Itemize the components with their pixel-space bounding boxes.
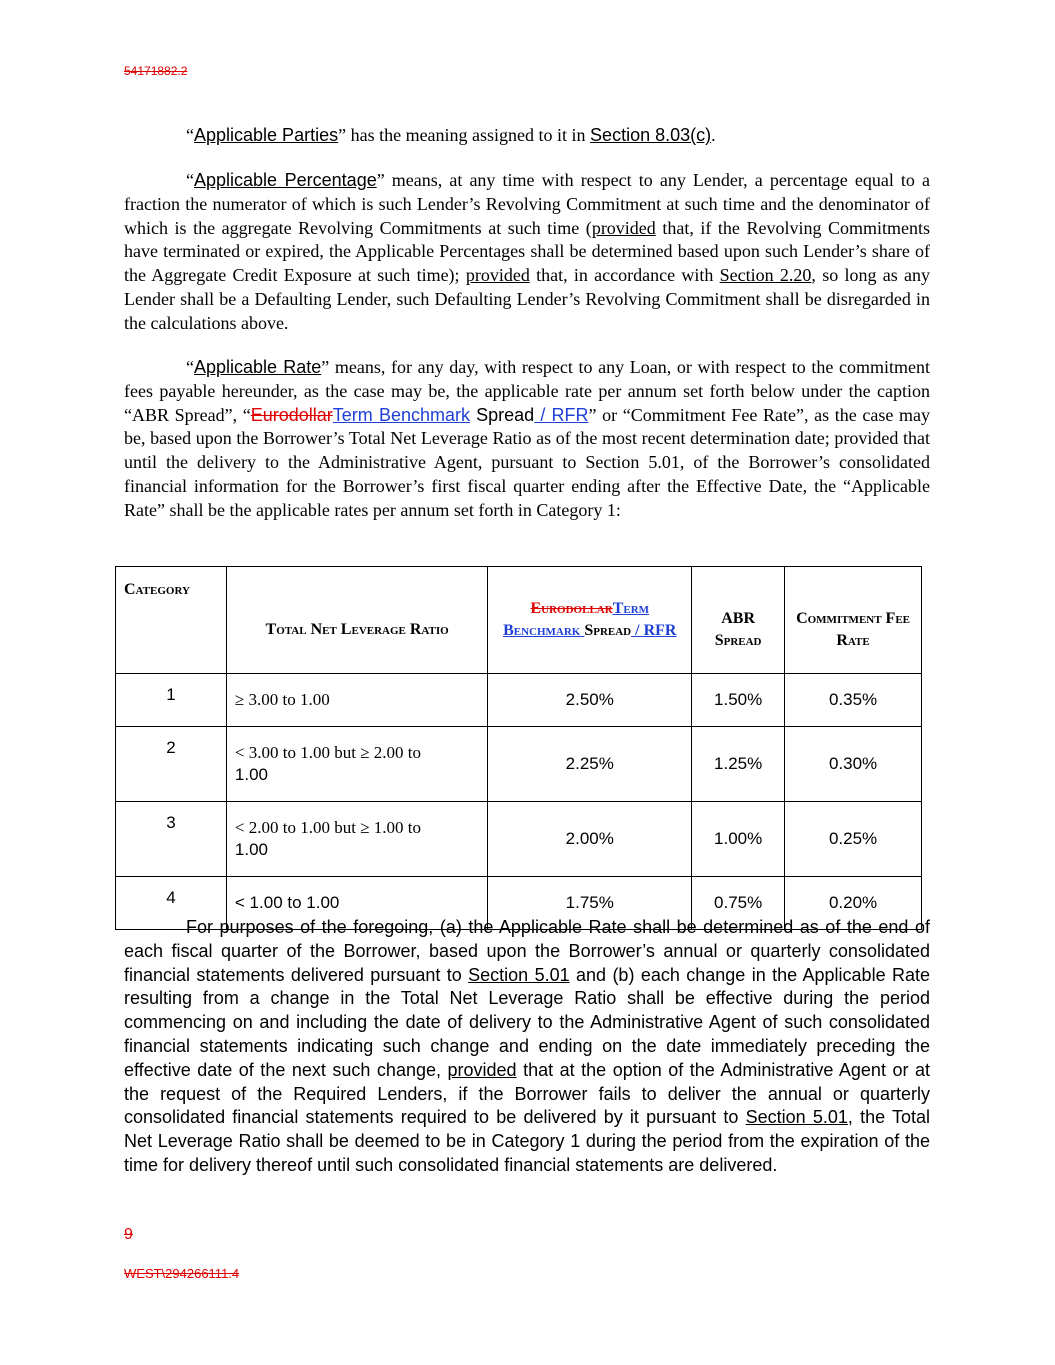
paragraph-foregoing xyxy=(124,916,930,1178)
definition-text: ” means, at any time with respect to any Lender, a percentage equal to a fraction the numerator of which is such Lender’s Revolving Commitment at such time and the denominator of which is the aggregate Revolving Commitments at such time ( xyxy=(124,170,930,238)
cell-category: 4 xyxy=(116,877,227,930)
provided-term: provided xyxy=(447,1059,517,1080)
ratio-text-cont: 1.00 xyxy=(234,765,268,784)
ratio-text: < 1.00 to 1.00 xyxy=(234,893,340,912)
cell-ratio xyxy=(226,727,487,802)
cell-spread: 1.75% xyxy=(488,877,692,930)
definition-applicable-rate xyxy=(124,356,930,523)
ratio-text: < 2.00 to 1.00 but ≥ 1.00 to xyxy=(234,818,421,837)
cell-category: 1 xyxy=(116,674,227,727)
inserted-text: Term Benchmark xyxy=(332,404,470,425)
paragraph-text: and (b) each change in the Applicable Rate resulting from a change in the Total Net Leverage Ratio shall be effective during the period commencing on and including the date of delivery to the Administrative Agent of such consolidated financial statements indicating such change and ending on the date immediately preceding the effective date of the next such change, xyxy=(124,964,930,1080)
inserted-text: / RFR xyxy=(534,404,589,425)
section-reference: Section 5.01 xyxy=(745,1107,848,1128)
table-row xyxy=(116,802,922,877)
cell-abr: 1.25% xyxy=(692,727,785,802)
definition-text: ” has the meaning assigned to it in xyxy=(338,125,591,145)
open-quote: “ xyxy=(186,170,194,190)
ratio-text: ≥ 3.00 to 1.00 xyxy=(234,690,330,709)
header-inserted-text: / RFR xyxy=(631,622,677,639)
header-commitment-fee: Commitment Fee Rate xyxy=(785,567,922,674)
cell-fee: 0.35% xyxy=(785,674,922,727)
cell-spread: 2.25% xyxy=(488,727,692,802)
cell-fee: 0.20% xyxy=(785,877,922,930)
provided-term: provided xyxy=(591,217,656,238)
cell-fee: 0.30% xyxy=(785,727,922,802)
definition-text: that, in accordance with xyxy=(529,265,720,286)
cell-spread: 2.50% xyxy=(488,674,692,727)
section-reference: Section 2.20 xyxy=(719,265,812,286)
defined-term: Applicable Percentage xyxy=(194,170,377,190)
header-ratio: Total Net Leverage Ratio xyxy=(226,567,487,674)
header-doc-id: 54171882.2 xyxy=(124,64,188,78)
open-quote: “ xyxy=(186,125,194,145)
cell-ratio xyxy=(226,674,487,727)
cell-abr: 1.50% xyxy=(692,674,785,727)
applicable-rate-table xyxy=(115,566,922,930)
definition-text: that, if the Revolving Commitments have terminated or expired, the Applicable Percentages shall be determined based upon such Lender’s share of the Aggregate Credit Exposure at such time); xyxy=(124,217,930,286)
provided-term: provided xyxy=(465,265,530,286)
cell-category: 2 xyxy=(116,727,227,802)
cell-abr: 1.00% xyxy=(692,802,785,877)
cell-category: 3 xyxy=(116,802,227,877)
header-deleted-text: Eurodollar xyxy=(530,600,613,617)
deleted-text: Eurodollar xyxy=(250,404,333,425)
header-spread-text: Spread xyxy=(584,622,632,639)
section-reference: Section 5.01 xyxy=(468,964,570,985)
header-category: Category xyxy=(116,567,227,674)
section-reference: Section 8.03(c) xyxy=(590,125,712,145)
header-inserted-text: Term Benchmark xyxy=(503,600,650,639)
page-number: 9 xyxy=(124,1226,133,1243)
open-quote: “ xyxy=(186,357,194,377)
definition-text: ” means, for any day, with respect to any Loan, or with respect to the commitment fees payable hereunder, as the case may be, the applicable rate per annum set forth below under the caption “ABR Spread”, “ xyxy=(124,357,930,425)
cell-abr: 0.75% xyxy=(692,877,785,930)
table-row xyxy=(116,674,922,727)
defined-term: Applicable Rate xyxy=(194,357,322,377)
definition-text: ” or “Commitment Fee Rate”, as the case may be, based upon the Borrower’s Total Net Leverage Ratio as of the most recent determination date; provided that until the delivery to the Administrative Agent, pursuant to Section 5.01, of the Borrower’s consolidated financial information for the Borrower’s first fiscal quarter ending after the Effective Date, the “Applicable Rate” shall be the applicable rates per annum set forth in Category 1: xyxy=(124,404,930,520)
table-row xyxy=(116,727,922,802)
footer-doc-id: WEST\294266111.4 xyxy=(124,1266,240,1281)
ratio-text: < 3.00 to 1.00 but ≥ 2.00 to xyxy=(234,743,421,762)
definition-text: , so long as any Lender shall be a Defaulting Lender, such Defaulting Lender’s Revolving Commitment shall be disregarded in the calculations above. xyxy=(124,265,931,333)
paragraph-text: For purposes of the foregoing, (a) the Applicable Rate shall be determined as of the end of each fiscal quarter of the Borrower, based upon the Borrower’s annual or quarterly consolidated financial statements delivered pursuant to xyxy=(124,917,930,985)
cell-fee: 0.25% xyxy=(785,802,922,877)
header-abr-spread: ABR Spread xyxy=(692,567,785,674)
ratio-text-cont: 1.00 xyxy=(234,840,268,859)
defined-term: Applicable Parties xyxy=(194,125,339,145)
definition-applicable-percentage xyxy=(124,169,930,336)
cell-ratio xyxy=(226,802,487,877)
definition-text-end: . xyxy=(711,125,716,145)
table-header-row xyxy=(116,567,922,674)
paragraph-text: , the Total Net Leverage Ratio shall be deemed to be in Category 1 during the period from the expiration of the time for delivery thereof until such consolidated financial statements are delivered. xyxy=(124,1107,931,1175)
definition-applicable-parties xyxy=(124,124,930,148)
paragraph-text: that at the option of the Administrative Agent or at the request of the Required Lenders, if the Borrower fails to deliver the annual or quarterly consolidated financial statements required to be delivered by it pursuant to xyxy=(124,1059,930,1128)
cell-spread: 2.00% xyxy=(488,802,692,877)
header-spread xyxy=(488,567,692,674)
definition-text: Spread xyxy=(469,404,535,425)
